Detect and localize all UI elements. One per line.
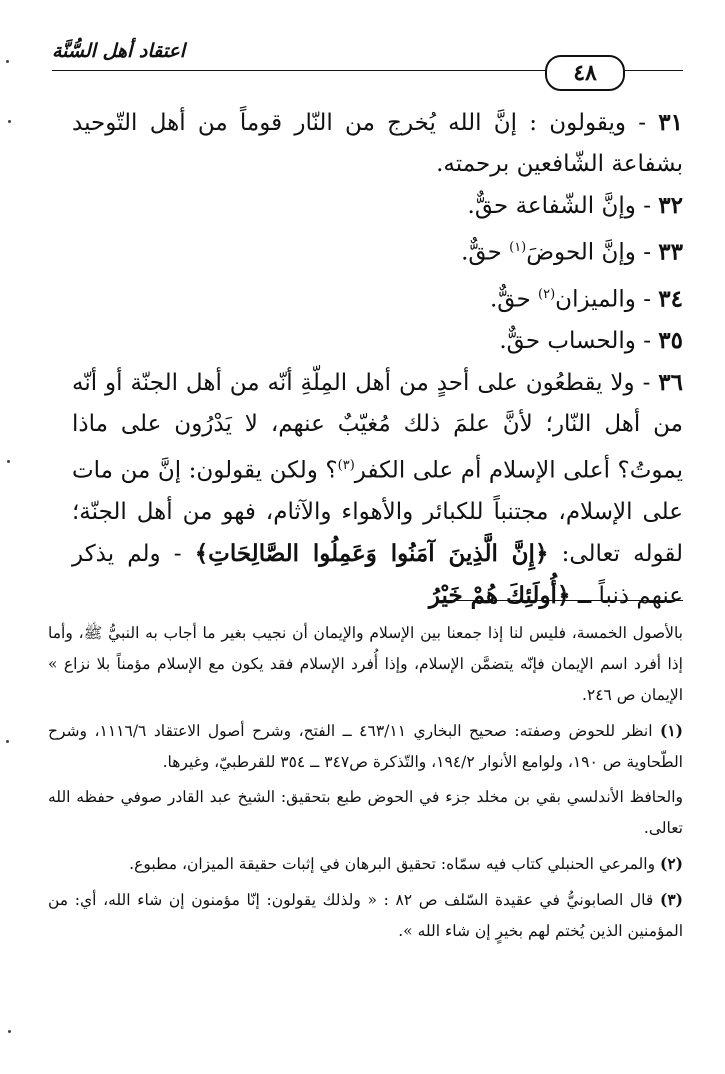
scan-speck — [6, 740, 9, 743]
item-number: ٣٦ — [658, 369, 683, 397]
paragraph-text: - والحساب حقٌّ. — [499, 328, 659, 355]
quran-verse: ﴿أُولَئِكَ هُمْ خَيْرُ — [428, 581, 571, 609]
scan-speck — [6, 60, 9, 63]
footnote-ref-3[interactable]: (٣) — [337, 458, 355, 474]
item-number: ٣٣ — [658, 238, 683, 266]
paragraph-text: - والميزان — [555, 286, 659, 313]
scan-speck — [7, 460, 10, 463]
footnote-2 — [48, 848, 683, 880]
footnote-3 — [48, 884, 683, 947]
scan-speck — [8, 1030, 11, 1033]
paragraph-32 — [72, 185, 683, 227]
paragraph-36 — [72, 362, 683, 617]
paragraph-text: - وإنَّ الشّفاعة حقٌّ. — [467, 193, 659, 219]
paragraph-33 — [72, 227, 683, 274]
footnote-label: (١) — [659, 721, 683, 740]
scan-speck — [8, 120, 11, 123]
paragraph-35 — [72, 320, 683, 362]
running-title: اعتقاد أهل السُّنَّة — [52, 40, 186, 62]
footnote-text: قال الصابونيُّ في عقيدة السّلف ص ٨٢ : « ولذلك يقولون: إنّا مؤمنون إن شاء الله، أي: من المؤمنين الذين يُختم لهم بخيرٍ إن شاء الله ». — [48, 891, 683, 940]
footnote-label: (٣) — [659, 890, 683, 909]
footnote-text: والمرعي الحنبلي كتاب فيه سمّاه: تحقيق البرهان في إثبات حقيقة الميزان، مطبوع. — [129, 855, 660, 873]
quran-verse: ﴿إِنَّ الَّذِينَ آمَنُوا وَعَمِلُوا الصَّالِحَاتِ﴾ — [194, 539, 549, 567]
paragraph-text: حقٌّ. — [461, 239, 510, 266]
footnote-text: انظر للحوض وصفته: صحيح البخاري ٤٦٣/١١ ــ الفتح، وشرح أصول الاعتقاد ١١١٦/٦، وشرح الطّحاوية ص ١٩٠، ولوامع الأنوار ١٩٤/٢، والتّذكرة ص٣٤٧ ــ ٣٥٤ للقرطبيّ، وغيرها. — [48, 722, 683, 771]
footnote-ref-2[interactable]: (٢) — [538, 286, 556, 302]
footnote-ref-1[interactable]: (١) — [509, 240, 527, 255]
footnotes — [48, 618, 683, 951]
item-number: ٣٤ — [658, 285, 683, 313]
footnote-continuation: بالأصول الخمسة، فليس لنا إذا جمعنا بين الإسلام والإيمان أن نجيب بغير ما أجاب به النبيُّ ﷺ، وأما إذا أفرد اسم الإيمان فإنّه يتضمَّن الإسلام، وإذا أُفرد الإسلام فقد يكون مع الإسلام مؤمناً بلا نزاع » الإيمان ص ٢٤٦. — [48, 624, 683, 704]
paragraph-31 — [72, 102, 683, 185]
item-number: ٣٢ — [658, 192, 683, 219]
item-number: ٣٥ — [658, 327, 683, 355]
footnote-label: (٢) — [659, 854, 683, 873]
main-text — [72, 102, 683, 617]
item-number: ٣١ — [658, 109, 683, 136]
paragraph-text: حقٌّ. — [490, 286, 539, 313]
paragraph-text: - ويقولون : إنَّ الله يُخرج من النّار قوماً من أهل التّوحيد بشفاعة الشّافعين برحمته. — [72, 110, 683, 177]
footnote-1-extra: والحافظ الأندلسي بقي بن مخلد جزء في الحوض طبع بتحقيق: الشيخ عبد القادر صوفي حفظه الله تعالى. — [48, 788, 683, 837]
paragraph-text: ؟ ولكن يقولون: إنَّ من مات على الإسلام، مجتنباً للكبائر والأهواء والآثام، فهو من أهل الجنّة؛ لقوله تعالى: — [72, 457, 683, 567]
paragraph-text: - وإنَّ الحوضَ — [526, 239, 659, 266]
paragraph-34 — [72, 274, 683, 321]
paragraph-text: - ولم يذكر عنهم ذنباً ــ — [72, 540, 683, 609]
page-number: ٤٨ — [545, 55, 625, 91]
footnote-separator — [440, 600, 683, 601]
footnote-1 — [48, 715, 683, 778]
paragraph-text: - ولا يقطعُون على أحدٍ من أهل المِلّةِ أنّه من أهل الجنّة أو أنّه من أهل النّار؛ لأنَّ علمَ ذلك مُغيّبٌ عنهم، لا يَدْرُون على ماذا يموتُ؟ أعلى الإسلام أم على الكفر — [72, 370, 683, 484]
